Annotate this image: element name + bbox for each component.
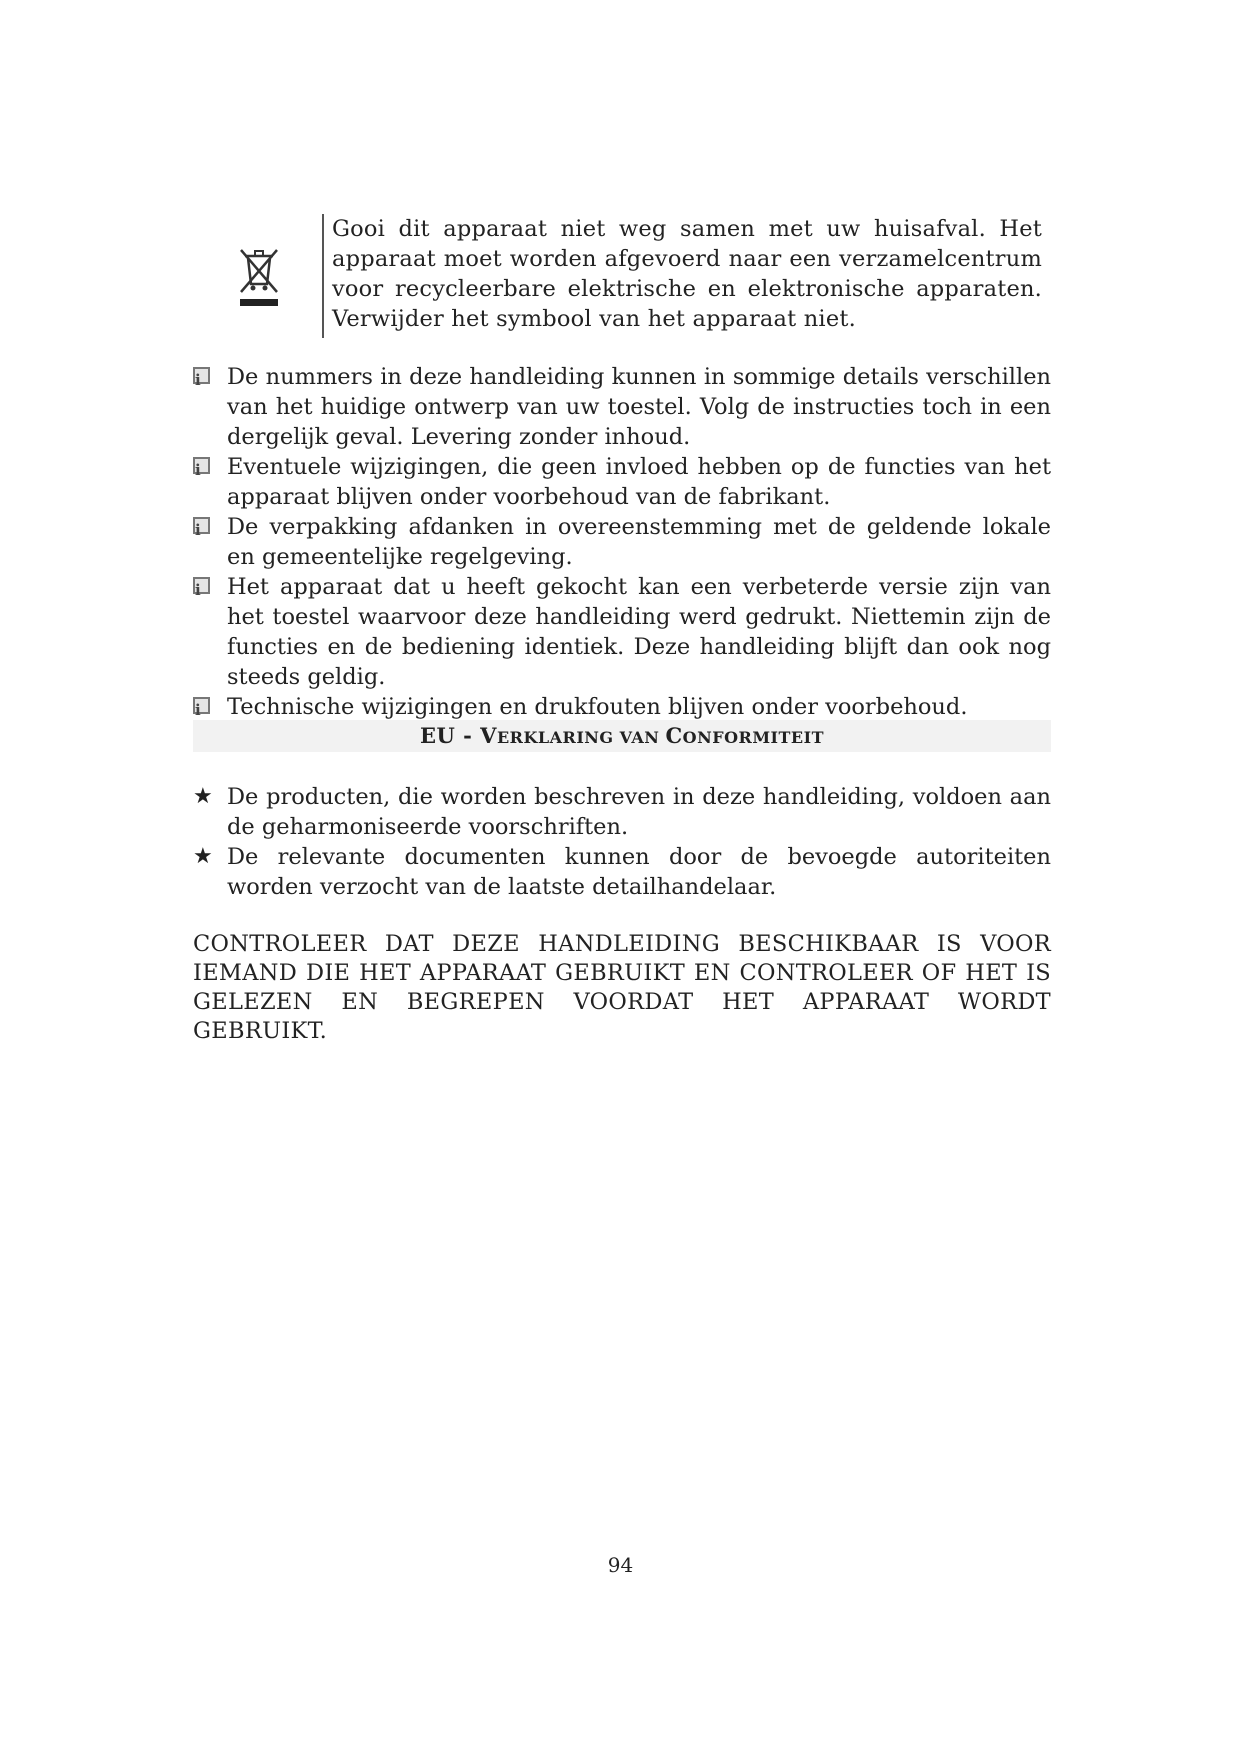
info-item-text: Eventuele wijzigingen, die geen invloed hebben op de functies van het apparaat blijven onder voorbehoud van de fabrikant. bbox=[227, 454, 1051, 510]
vertical-divider bbox=[322, 214, 324, 338]
info-icon bbox=[193, 697, 210, 714]
info-icon bbox=[193, 577, 210, 594]
weee-notice-text: Gooi dit apparaat niet weg samen met uw huisafval. Het apparaat moet worden afgevoerd naar een verzamelcentrum voor recycleerbare elektrische en elektronische apparaten. Verwijder het symbool van het apparaat niet. bbox=[332, 216, 1042, 332]
info-item bbox=[193, 362, 1051, 452]
info-item bbox=[193, 452, 1051, 512]
info-item-text: Het apparaat dat u heeft gekocht kan een verbeterde versie zijn van het toestel waarvoor deze handleiding werd gedrukt. Niettemin zijn de functies en de bediening identiek. Deze handleiding blijft dan ook nog steeds geldig. bbox=[227, 574, 1051, 690]
weee-notice bbox=[236, 214, 1042, 338]
info-item-text: Technische wijzigingen en drukfouten blijven onder voorbehoud. bbox=[227, 694, 968, 720]
info-item-text: De nummers in deze handleiding kunnen in sommige details verschillen van het huidige ontwerp van uw toestel. Volg de instructies toch in een dergelijk geval. Levering zonder inhoud. bbox=[227, 364, 1051, 450]
conformity-item bbox=[193, 842, 1051, 902]
info-icon bbox=[193, 367, 210, 384]
crossed-out-bin-icon bbox=[236, 246, 282, 308]
section-heading-eu-conformity bbox=[193, 720, 1051, 752]
heading-part-2: ONFORMITEIT bbox=[682, 728, 824, 747]
star-icon: ★ bbox=[193, 844, 213, 869]
page-number: 94 bbox=[607, 1553, 634, 1577]
info-icon bbox=[193, 457, 210, 474]
info-item bbox=[193, 692, 1051, 722]
star-icon: ★ bbox=[193, 784, 213, 809]
heading-initial-2: C bbox=[665, 723, 683, 748]
conformity-list bbox=[193, 782, 1051, 902]
conformity-item bbox=[193, 782, 1051, 842]
info-icon bbox=[193, 517, 210, 534]
info-item-text: De verpakking afdanken in overeenstemming met de geldende lokale en gemeentelijke regelgeving. bbox=[227, 514, 1051, 570]
heading-prefix: EU - V bbox=[420, 723, 497, 748]
conformity-item-text: De relevante documenten kunnen door de bevoegde autoriteiten worden verzocht van de laatste detailhandelaar. bbox=[227, 844, 1051, 900]
info-list bbox=[193, 362, 1051, 722]
info-item bbox=[193, 572, 1051, 692]
info-item bbox=[193, 512, 1051, 572]
manual-availability-notice: CONTROLEER DAT DEZE HANDLEIDING BESCHIKBAAR IS VOOR IEMAND DIE HET APPARAAT GEBRUIKT EN CONTROLEER OF HET IS GELEZEN EN BEGREPEN VOORDAT HET APPARAAT WORDT GEBRUIKT. bbox=[193, 931, 1051, 1044]
conformity-item-text: De producten, die worden beschreven in deze handleiding, voldoen aan de geharmoniseerde voorschriften. bbox=[227, 784, 1051, 840]
heading-part-1: ERKLARING VAN bbox=[496, 728, 666, 747]
